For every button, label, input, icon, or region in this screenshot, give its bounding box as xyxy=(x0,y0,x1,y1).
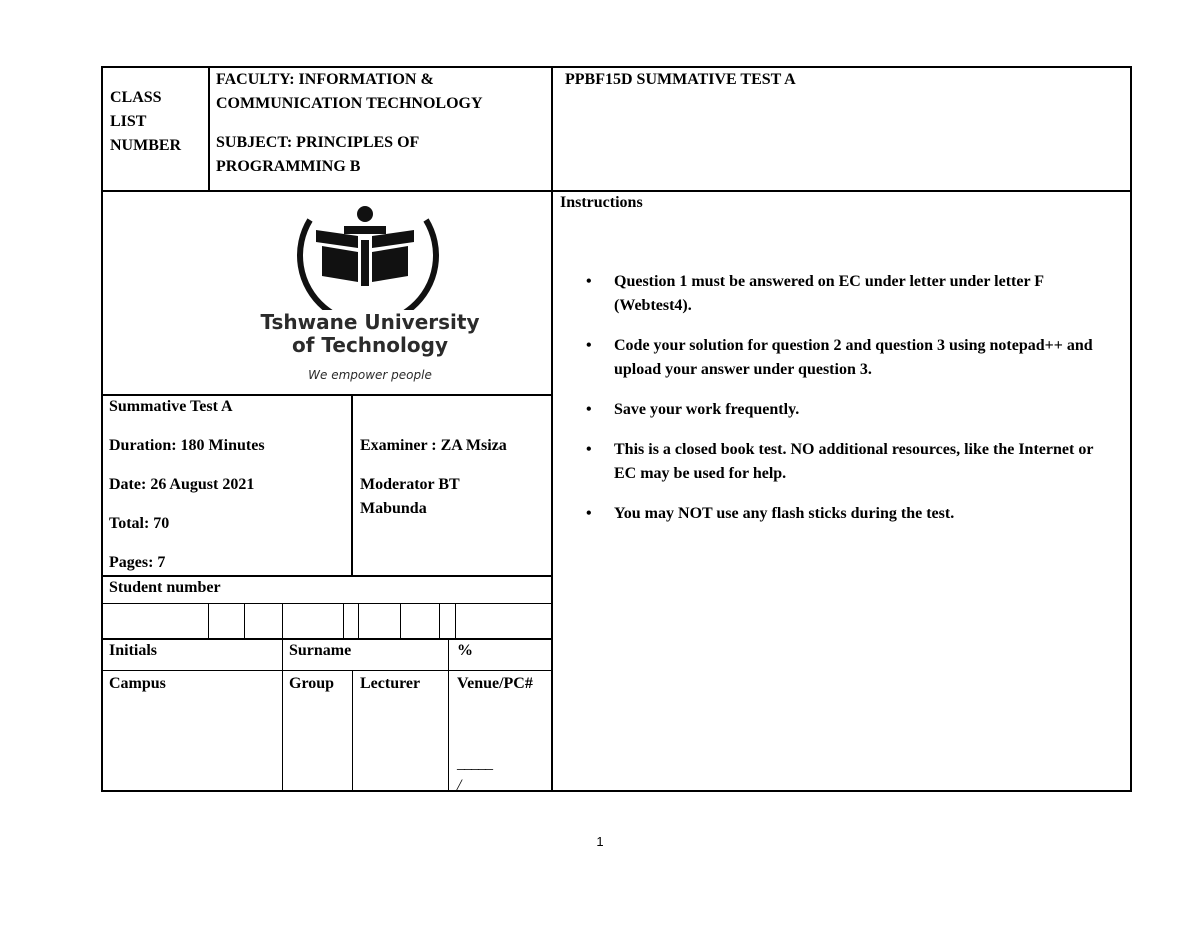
group-label: Group xyxy=(289,675,335,692)
venue-label: Venue/PC# xyxy=(457,675,533,692)
lecturer-divider xyxy=(352,671,353,791)
box-divider xyxy=(358,603,359,639)
box-divider xyxy=(244,603,245,639)
student-number-label: Student number xyxy=(109,579,221,596)
test-date: Date: 26 August 2021 xyxy=(109,476,255,493)
lecturer-label: Lecturer xyxy=(360,675,421,692)
table-border-bottom xyxy=(101,790,1132,792)
table-border-left xyxy=(101,66,103,792)
test-name: Summative Test A xyxy=(109,398,233,415)
campus-label: Campus xyxy=(109,675,166,692)
faculty-line: FACULTY: INFORMATION & xyxy=(216,71,434,88)
moderator-line2: Mabunda xyxy=(360,500,427,517)
percent-label: % xyxy=(457,642,473,659)
student-number-line xyxy=(101,603,553,604)
box-divider xyxy=(343,603,344,639)
university-name-line2: of Technology xyxy=(292,333,448,357)
examiner-divider xyxy=(351,394,353,576)
instruction-item: • Save your work frequently. xyxy=(578,398,1118,422)
class-list-number xyxy=(110,86,181,158)
total-marks: Total: 70 xyxy=(109,515,170,532)
box-divider xyxy=(400,603,401,639)
class-list-line: LIST xyxy=(110,113,147,130)
main-column-divider xyxy=(551,66,553,792)
header-divider-1 xyxy=(208,66,210,192)
subject-text xyxy=(216,131,419,179)
university-name-line1: Tshwane University xyxy=(260,310,480,334)
page-number: 1 xyxy=(596,834,604,849)
tut-emblem-icon xyxy=(240,200,500,310)
initials-label: Initials xyxy=(109,642,158,659)
faculty-line: COMMUNICATION TECHNOLOGY xyxy=(216,95,483,112)
examiner: Examiner : ZA Msiza xyxy=(360,437,507,454)
university-logo xyxy=(240,200,500,390)
duration: Duration: 180 Minutes xyxy=(109,437,265,454)
surname-label: Surname xyxy=(289,642,352,659)
instruction-item: • Question 1 must be answered on EC under letter under letter F (Webtest4). xyxy=(578,270,1118,318)
instruction-item: • This is a closed book test. NO additional resources, like the Internet or EC may be used for help. xyxy=(578,438,1118,486)
page-count: Pages: 7 xyxy=(109,554,166,571)
box-divider xyxy=(282,603,283,639)
class-list-line: CLASS xyxy=(110,89,162,106)
box-divider xyxy=(439,603,440,639)
class-list-line: NUMBER xyxy=(110,137,182,154)
initials-bottom-line xyxy=(101,670,553,671)
subject-line: SUBJECT: PRINCIPLES OF xyxy=(216,134,420,151)
faculty-text xyxy=(216,68,483,116)
surname-divider xyxy=(282,639,283,791)
subject-line: PROGRAMMING B xyxy=(216,158,361,175)
university-tagline: We empower people xyxy=(308,368,432,382)
instructions-list xyxy=(578,270,1118,542)
instructions-heading: Instructions xyxy=(560,194,643,211)
table-border-right xyxy=(1130,66,1132,792)
instruction-item: • You may NOT use any flash sticks during the test. xyxy=(578,502,1118,526)
percent-divider xyxy=(448,639,449,791)
venue-blank: _____ xyxy=(457,755,492,772)
box-divider xyxy=(208,603,209,639)
box-divider xyxy=(455,603,456,639)
test-title: PPBF15D SUMMATIVE TEST A xyxy=(565,71,796,88)
instruction-item: • Code your solution for question 2 and question 3 using notepad++ and upload your answer under question 3. xyxy=(578,334,1118,382)
moderator-line1: Moderator BT xyxy=(360,476,460,493)
venue-slash: / xyxy=(457,777,462,794)
